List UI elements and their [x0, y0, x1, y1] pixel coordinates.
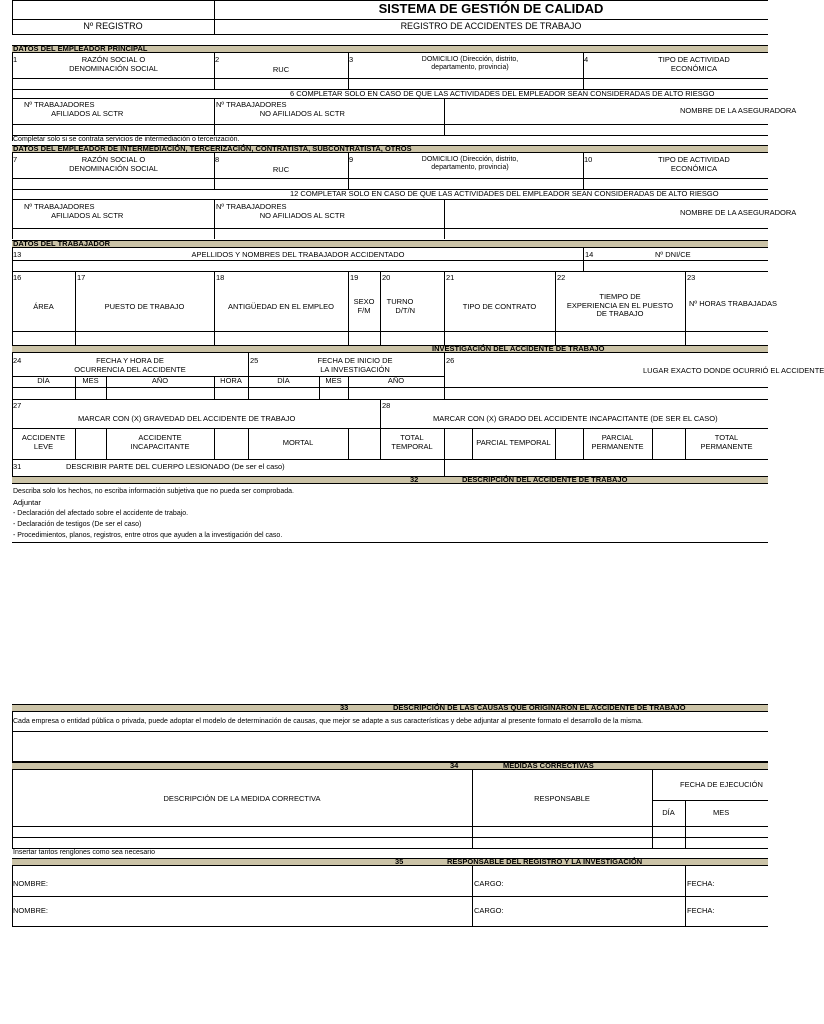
field-number: 7 — [13, 155, 18, 164]
cargo-field[interactable]: CARGO: — [474, 879, 504, 888]
field-number: 18 — [216, 273, 225, 282]
ruc-input-2[interactable] — [215, 179, 347, 188]
field-number: 2 — [215, 55, 220, 64]
horas-input[interactable] — [686, 332, 768, 344]
field-number: 26 — [446, 356, 455, 365]
ruc-label-2: RUC — [272, 165, 290, 174]
section-band-medidas — [12, 762, 768, 770]
cargo-field[interactable]: CARGO: — [474, 906, 504, 915]
field-number: 34 — [450, 761, 459, 770]
adjuntar-label: Adjuntar — [13, 498, 41, 507]
field-number: 24 — [13, 356, 22, 365]
fecha-investigacion-label: FECHA DE INICIO DE LA INVESTIGACIÓN — [317, 356, 393, 374]
contrato-label: TIPO DE CONTRATO — [462, 302, 537, 311]
descripcion-textarea[interactable] — [13, 486, 768, 542]
parcial-temporal-label: PARCIAL TEMPORAL — [476, 438, 551, 447]
trabajadores-sctr-label-2: Nº TRABAJADORES AFILIADOS AL SCTR — [24, 202, 124, 220]
dia-label: DÍA — [37, 376, 50, 385]
razon-social-input[interactable] — [13, 79, 213, 88]
incapacitante-label: ACCIDENTE INCAPACITANTE — [130, 433, 190, 451]
area-input[interactable] — [13, 332, 74, 344]
domicilio-label: DOMICILIO (Dirección, distrito, departamento, provincia) — [421, 56, 519, 72]
nombre-field[interactable]: NOMBRE: — [13, 906, 49, 915]
puesto-label: PUESTO DE TRABAJO — [104, 302, 185, 311]
section-band-trabajador — [12, 240, 768, 248]
actividad-input-2[interactable] — [584, 179, 768, 188]
ruc-input[interactable] — [215, 79, 347, 88]
domicilio-input[interactable] — [349, 79, 582, 88]
medidas-note: Insertar tantos renglones como sea necesario — [13, 849, 156, 856]
dia-label: DÍA — [662, 808, 675, 817]
page-title: SISTEMA DE GESTIÓN DE CALIDAD — [378, 1, 604, 16]
no-afiliados-label: Nº TRABAJADORES NO AFILIADOS AL SCTR — [216, 100, 345, 118]
dni-input[interactable] — [584, 261, 768, 270]
medida-row-input[interactable] — [13, 838, 471, 847]
field-number: 22 — [557, 273, 566, 282]
aseguradora-input[interactable] — [445, 125, 768, 134]
fecha-field[interactable]: FECHA: — [687, 879, 715, 888]
section-trabajador: DATOS DEL TRABAJADOR — [13, 239, 111, 248]
mes-label: MES — [325, 376, 342, 385]
aseguradora-label: NOMBRE DE LA ASEGURADORA — [680, 106, 797, 115]
dia-label: DÍA — [277, 376, 290, 385]
aseguradora-input-2[interactable] — [445, 229, 768, 238]
section-band-descripcion — [12, 476, 768, 484]
total-temporal-label: TOTAL TEMPORAL — [391, 433, 433, 451]
field-number: 1 — [13, 55, 18, 64]
ruc-label: RUC — [272, 65, 290, 74]
parcial-permanente-label: PARCIAL PERMANENTE — [591, 433, 644, 451]
field-number: 23 — [687, 273, 696, 282]
nombres-input[interactable] — [13, 261, 582, 270]
medida-row-input[interactable] — [13, 827, 471, 836]
lugar-input[interactable] — [445, 377, 768, 398]
adjuntar-item: - Declaración del afectado sobre el accidente de trabajo. — [13, 510, 189, 517]
mes-label: MES — [82, 376, 99, 385]
actividad-label-2: TIPO DE ACTIVIDAD ECONÓMICA — [658, 155, 730, 173]
field-number: 10 — [584, 155, 593, 164]
antiguedad-input[interactable] — [215, 332, 347, 344]
responsable-row-input[interactable] — [473, 838, 651, 847]
afiliados-input-2[interactable] — [13, 229, 213, 238]
antiguedad-label: ANTIGÜEDAD EN EL EMPLEO — [228, 302, 334, 311]
field-number: 32 — [410, 475, 419, 484]
field-number: 33 — [340, 703, 349, 712]
trabajadores-sctr-label: Nº TRABAJADORES AFILIADOS AL SCTR — [24, 100, 124, 118]
field-number: 14 — [585, 250, 594, 259]
field-number: 27 — [13, 401, 22, 410]
field-number: 25 — [250, 356, 259, 365]
parcial-temporal-checkbox[interactable] — [556, 429, 582, 458]
mortal-checkbox[interactable] — [349, 429, 379, 458]
turno-label: TURNO D/T/N — [386, 297, 415, 315]
experiencia-label: TIEMPO DE EXPERIENCIA EN EL PUESTO DE TRABAJO — [566, 292, 674, 319]
horas-label: Nº HORAS TRABAJADAS — [689, 299, 778, 308]
sexo-input[interactable] — [349, 332, 379, 344]
mortal-label: MORTAL — [282, 438, 314, 447]
field-number: 13 — [13, 250, 22, 259]
razon-social-input-2[interactable] — [13, 179, 213, 188]
field-number: 28 — [382, 401, 391, 410]
hora-label: HORA — [220, 376, 242, 385]
field-number: 3 — [349, 55, 354, 64]
section-investigacion: INVESTIGACIÓN DEL ACCIDENTE DE TRABAJO — [432, 344, 605, 353]
area-label: ÁREA — [33, 302, 54, 311]
medida-desc-label: DESCRIPCIÓN DE LA MEDIDA CORRECTIVA — [163, 794, 321, 803]
contrato-input[interactable] — [445, 332, 554, 344]
field-number: 16 — [13, 273, 22, 282]
mes-label: MES — [713, 808, 730, 817]
page-subtitle: REGISTRO DE ACCIDENTES DE TRABAJO — [400, 21, 582, 31]
causas-instruction: Cada empresa o entidad pública o privada, puede adoptar el modelo de determinación de causas, que mejor se adapte a sus características y debe adjuntar al presente formato el desarrollo de la misma. — [13, 718, 643, 725]
nombre-field[interactable]: NOMBRE: — [13, 879, 49, 888]
fecha-ejecucion-label: FECHA DE EJECUCIÓN — [680, 780, 763, 789]
causas-textarea[interactable] — [13, 732, 768, 760]
sexo-label: SEXO F/M — [353, 297, 375, 315]
no-afiliados-input-2[interactable] — [215, 229, 443, 238]
grado-label: MARCAR CON (X) GRADO DEL ACCIDENTE INCAPACITANTE (DE SER EL CASO) — [433, 414, 718, 423]
actividad-input[interactable] — [584, 79, 768, 88]
section-band-responsable — [12, 858, 768, 866]
alto-riesgo-note-2: 12 COMPLETAR SOLO EN CASO DE QUE LAS ACTIVIDADES DEL EMPLEADOR SEAN CONSIDERADAS DE ALTO RIESGO — [290, 189, 719, 198]
fecha-field[interactable]: FECHA: — [687, 906, 715, 915]
turno-input[interactable] — [381, 332, 443, 344]
field-number: 9 — [349, 155, 354, 164]
aseguradora-label-2: NOMBRE DE LA ASEGURADORA — [680, 208, 797, 217]
registro-input[interactable] — [13, 1, 213, 18]
total-temporal-checkbox[interactable] — [445, 429, 471, 458]
anio-label: AÑO — [151, 376, 169, 385]
experiencia-input[interactable] — [556, 332, 684, 344]
fecha-ocurrencia-label: FECHA Y HORA DE OCURRENCIA DEL ACCIDENTE — [74, 356, 186, 374]
field-number: 31 — [13, 462, 22, 471]
section-responsable: RESPONSABLE DEL REGISTRO Y LA INVESTIGACIÓN — [447, 857, 643, 866]
lugar-label: LUGAR EXACTO DONDE OCURRIÓ EL ACCIDENTE — [643, 366, 824, 375]
section-band-investigacion — [12, 345, 768, 353]
adjuntar-item: - Declaración de testigos (De ser el caso) — [13, 521, 142, 528]
dni-label: Nº DNI/CE — [655, 250, 691, 259]
domicilio-label-2: DOMICILIO (Dirección, distrito, departamento, provincia) — [421, 156, 519, 172]
section-empleador-principal: DATOS DEL EMPLEADOR PRINCIPAL — [13, 44, 148, 53]
domicilio-input-2[interactable] — [349, 179, 582, 188]
nombres-label: APELLIDOS Y NOMBRES DEL TRABAJADOR ACCIDENTADO — [191, 250, 405, 259]
leve-checkbox[interactable] — [76, 429, 105, 458]
registro-label: Nº REGISTRO — [83, 21, 143, 31]
leve-label: ACCIDENTE LEVE — [21, 433, 66, 451]
descripcion-instruction: Describa solo los hechos, no escriba información subjetiva que no pueda ser comprobada. — [13, 488, 294, 495]
field-number: 35 — [395, 857, 404, 866]
section-causas: DESCRIPCIÓN DE LAS CAUSAS QUE ORIGINARON EL ACCIDENTE DE TRABAJO — [393, 703, 686, 712]
puesto-input[interactable] — [76, 332, 213, 344]
field-number: 20 — [382, 273, 391, 282]
responsable-row-input[interactable] — [473, 827, 651, 836]
gravedad-label: MARCAR CON (X) GRAVEDAD DEL ACCIDENTE DE TRABAJO — [78, 414, 296, 423]
section-empleador-intermediacion: DATOS DEL EMPLEADOR DE INTERMEDIACIÓN, TERCERIZACIÓN, CONTRATISTA, SUBCONTRATISTA, OTROS — [13, 144, 412, 153]
total-permanente-label: TOTAL PERMANENTE — [700, 433, 753, 451]
section-medidas: MEDIDAS CORRECTIVAS — [503, 761, 594, 770]
intermediacion-footnote: Completar solo si se contrata servicios de intermediación o tercerización. — [13, 136, 240, 143]
field-number: 8 — [215, 155, 220, 164]
incapacitante-checkbox[interactable] — [215, 429, 247, 458]
parcial-permanente-checkbox[interactable] — [653, 429, 684, 458]
responsable-label: RESPONSABLE — [534, 794, 590, 803]
razon-social-label-2: RAZÓN SOCIAL O DENOMINACIÓN SOCIAL — [69, 155, 158, 173]
afiliados-input[interactable] — [13, 125, 213, 134]
cuerpo-input[interactable] — [445, 460, 768, 475]
razon-social-label: RAZÓN SOCIAL O DENOMINACIÓN SOCIAL — [69, 55, 158, 73]
adjuntar-item: - Procedimientos, planos, registros, entre otros que ayuden a la investigación del caso. — [13, 532, 283, 539]
no-afiliados-label-2: Nº TRABAJADORES NO AFILIADOS AL SCTR — [216, 202, 345, 220]
actividad-label: TIPO DE ACTIVIDAD ECONÓMICA — [658, 55, 730, 73]
alto-riesgo-note: 6 COMPLETAR SOLO EN CASO DE QUE LAS ACTIVIDADES DEL EMPLEADOR SEAN CONSIDERADAS DE ALTO RIESGO — [290, 89, 715, 98]
anio-label: AÑO — [387, 376, 405, 385]
field-number: 4 — [584, 55, 589, 64]
field-number: 17 — [77, 273, 86, 282]
no-afiliados-input[interactable] — [215, 125, 443, 134]
field-number: 21 — [446, 273, 455, 282]
cuerpo-label: DESCRIBIR PARTE DEL CUERPO LESIONADO (De ser el caso) — [66, 462, 285, 471]
section-descripcion: DESCRIPCIÓN DEL ACCIDENTE DE TRABAJO — [462, 475, 628, 484]
field-number: 19 — [350, 273, 359, 282]
